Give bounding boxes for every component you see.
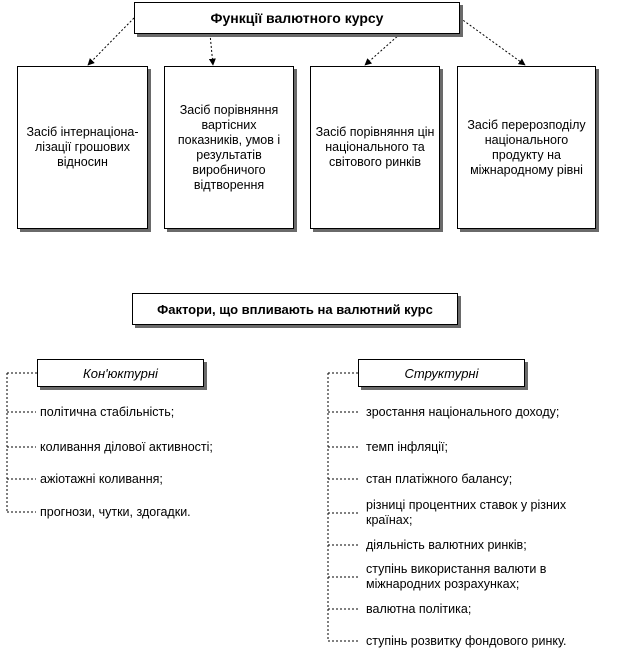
function-box-1 (17, 66, 148, 229)
factors-title: Фактори, що впливають на валютний курс (157, 301, 433, 317)
functions-title-box (134, 2, 460, 34)
conjunctural-item-4: прогнози, чутки, здогадки. (40, 505, 191, 519)
conjunctural-item-2: коливання ділової активності; (40, 440, 213, 454)
functions-title: Функції валютного курсу (210, 10, 384, 26)
structural-item-4: різниці процентних ставок у різних країнах; (366, 498, 567, 527)
arrow-to-box-3 (365, 34, 400, 65)
conjunctural-label: Кон'юктурні (83, 365, 158, 381)
function-box-1-text: Засіб інтернаціона-лізації грошових відносин (26, 125, 139, 169)
structural-item-6: ступінь використання валюти в міжнародних розрахунках; (366, 562, 547, 591)
structural-category-box (358, 359, 525, 387)
structural-label: Структурні (404, 365, 479, 381)
factors-title-box (132, 293, 458, 325)
conjunctural-item-3: ажіотажні коливання; (40, 472, 163, 486)
arrow-to-box-4 (460, 18, 525, 65)
conjunctural-category-box (37, 359, 204, 387)
structural-item-8: ступінь розвитку фондового ринку. (366, 634, 567, 648)
structural-item-2: темп інфляції; (366, 440, 449, 454)
structural-item-1: зростання національного доходу; (366, 405, 560, 419)
function-box-3 (310, 66, 440, 229)
arrow-to-box-2 (210, 34, 213, 65)
function-box-2 (164, 66, 294, 229)
function-box-2-text: Засіб порівняння вартісних показників, умов і результатів виробничого відтворення (177, 102, 281, 192)
conjunctural-item-1: політична стабільність; (40, 405, 175, 419)
function-box-3-text: Засіб порівняння цін національного та світового ринків (315, 125, 435, 169)
function-box-4-text: Засіб перерозподілу національного продукту на міжнародному рівні (467, 117, 586, 177)
structural-item-7: валютна політика; (366, 602, 472, 616)
structural-item-5: діяльність валютних ринків; (366, 538, 527, 552)
structural-item-3: стан платіжного балансу; (366, 472, 513, 486)
arrow-to-box-1 (88, 18, 134, 65)
function-box-4 (457, 66, 596, 229)
